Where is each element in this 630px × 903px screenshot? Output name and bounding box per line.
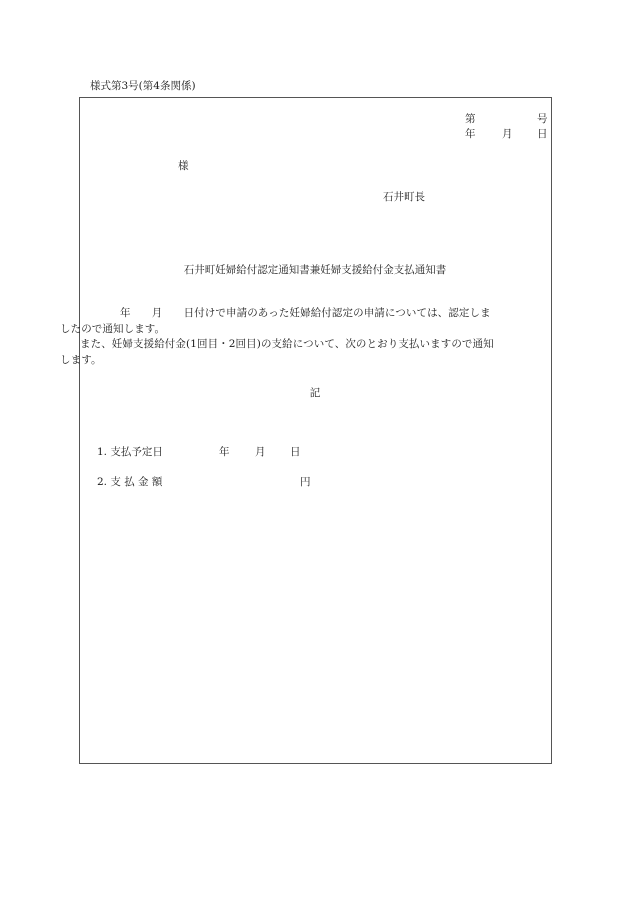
body-paragraph-2: また、妊婦支援給付金(1回目・2回目)の支給について、次のとおり支払いますので通知: [80, 338, 494, 350]
body-paragraph-1-cont: したので通知します。: [60, 322, 166, 335]
recipient-suffix: 様: [178, 160, 189, 172]
body-text: [60, 306, 549, 368]
body-paragraph-2-cont: します。: [60, 353, 102, 366]
body-paragraph-1: 年 月 日付けで申請のあった妊婦給付認定の申請については、認定しま: [120, 307, 491, 319]
item-date-month: 月: [255, 446, 266, 458]
form-label: 様式第3号(第4条関係): [90, 80, 196, 92]
date-day: 日: [537, 128, 548, 140]
item-payment-date-label: 1. 支払予定日: [97, 446, 163, 458]
sender-name: 石井町長: [383, 191, 425, 203]
item-amount-label: 2. 支 払 金 額: [97, 476, 163, 488]
item-amount-unit: 円: [300, 476, 311, 488]
item-date-year: 年: [219, 446, 230, 458]
item-date-day: 日: [290, 446, 301, 458]
ki-heading: 記: [309, 387, 321, 399]
document-title: 石井町妊婦給付認定通知書兼妊婦支援給付金支払通知書: [183, 264, 447, 276]
date-month: 月: [502, 128, 513, 140]
number-prefix: 第: [465, 113, 476, 125]
document-frame: [79, 97, 552, 764]
number-suffix: 号: [537, 113, 548, 125]
date-year: 年: [465, 128, 476, 140]
